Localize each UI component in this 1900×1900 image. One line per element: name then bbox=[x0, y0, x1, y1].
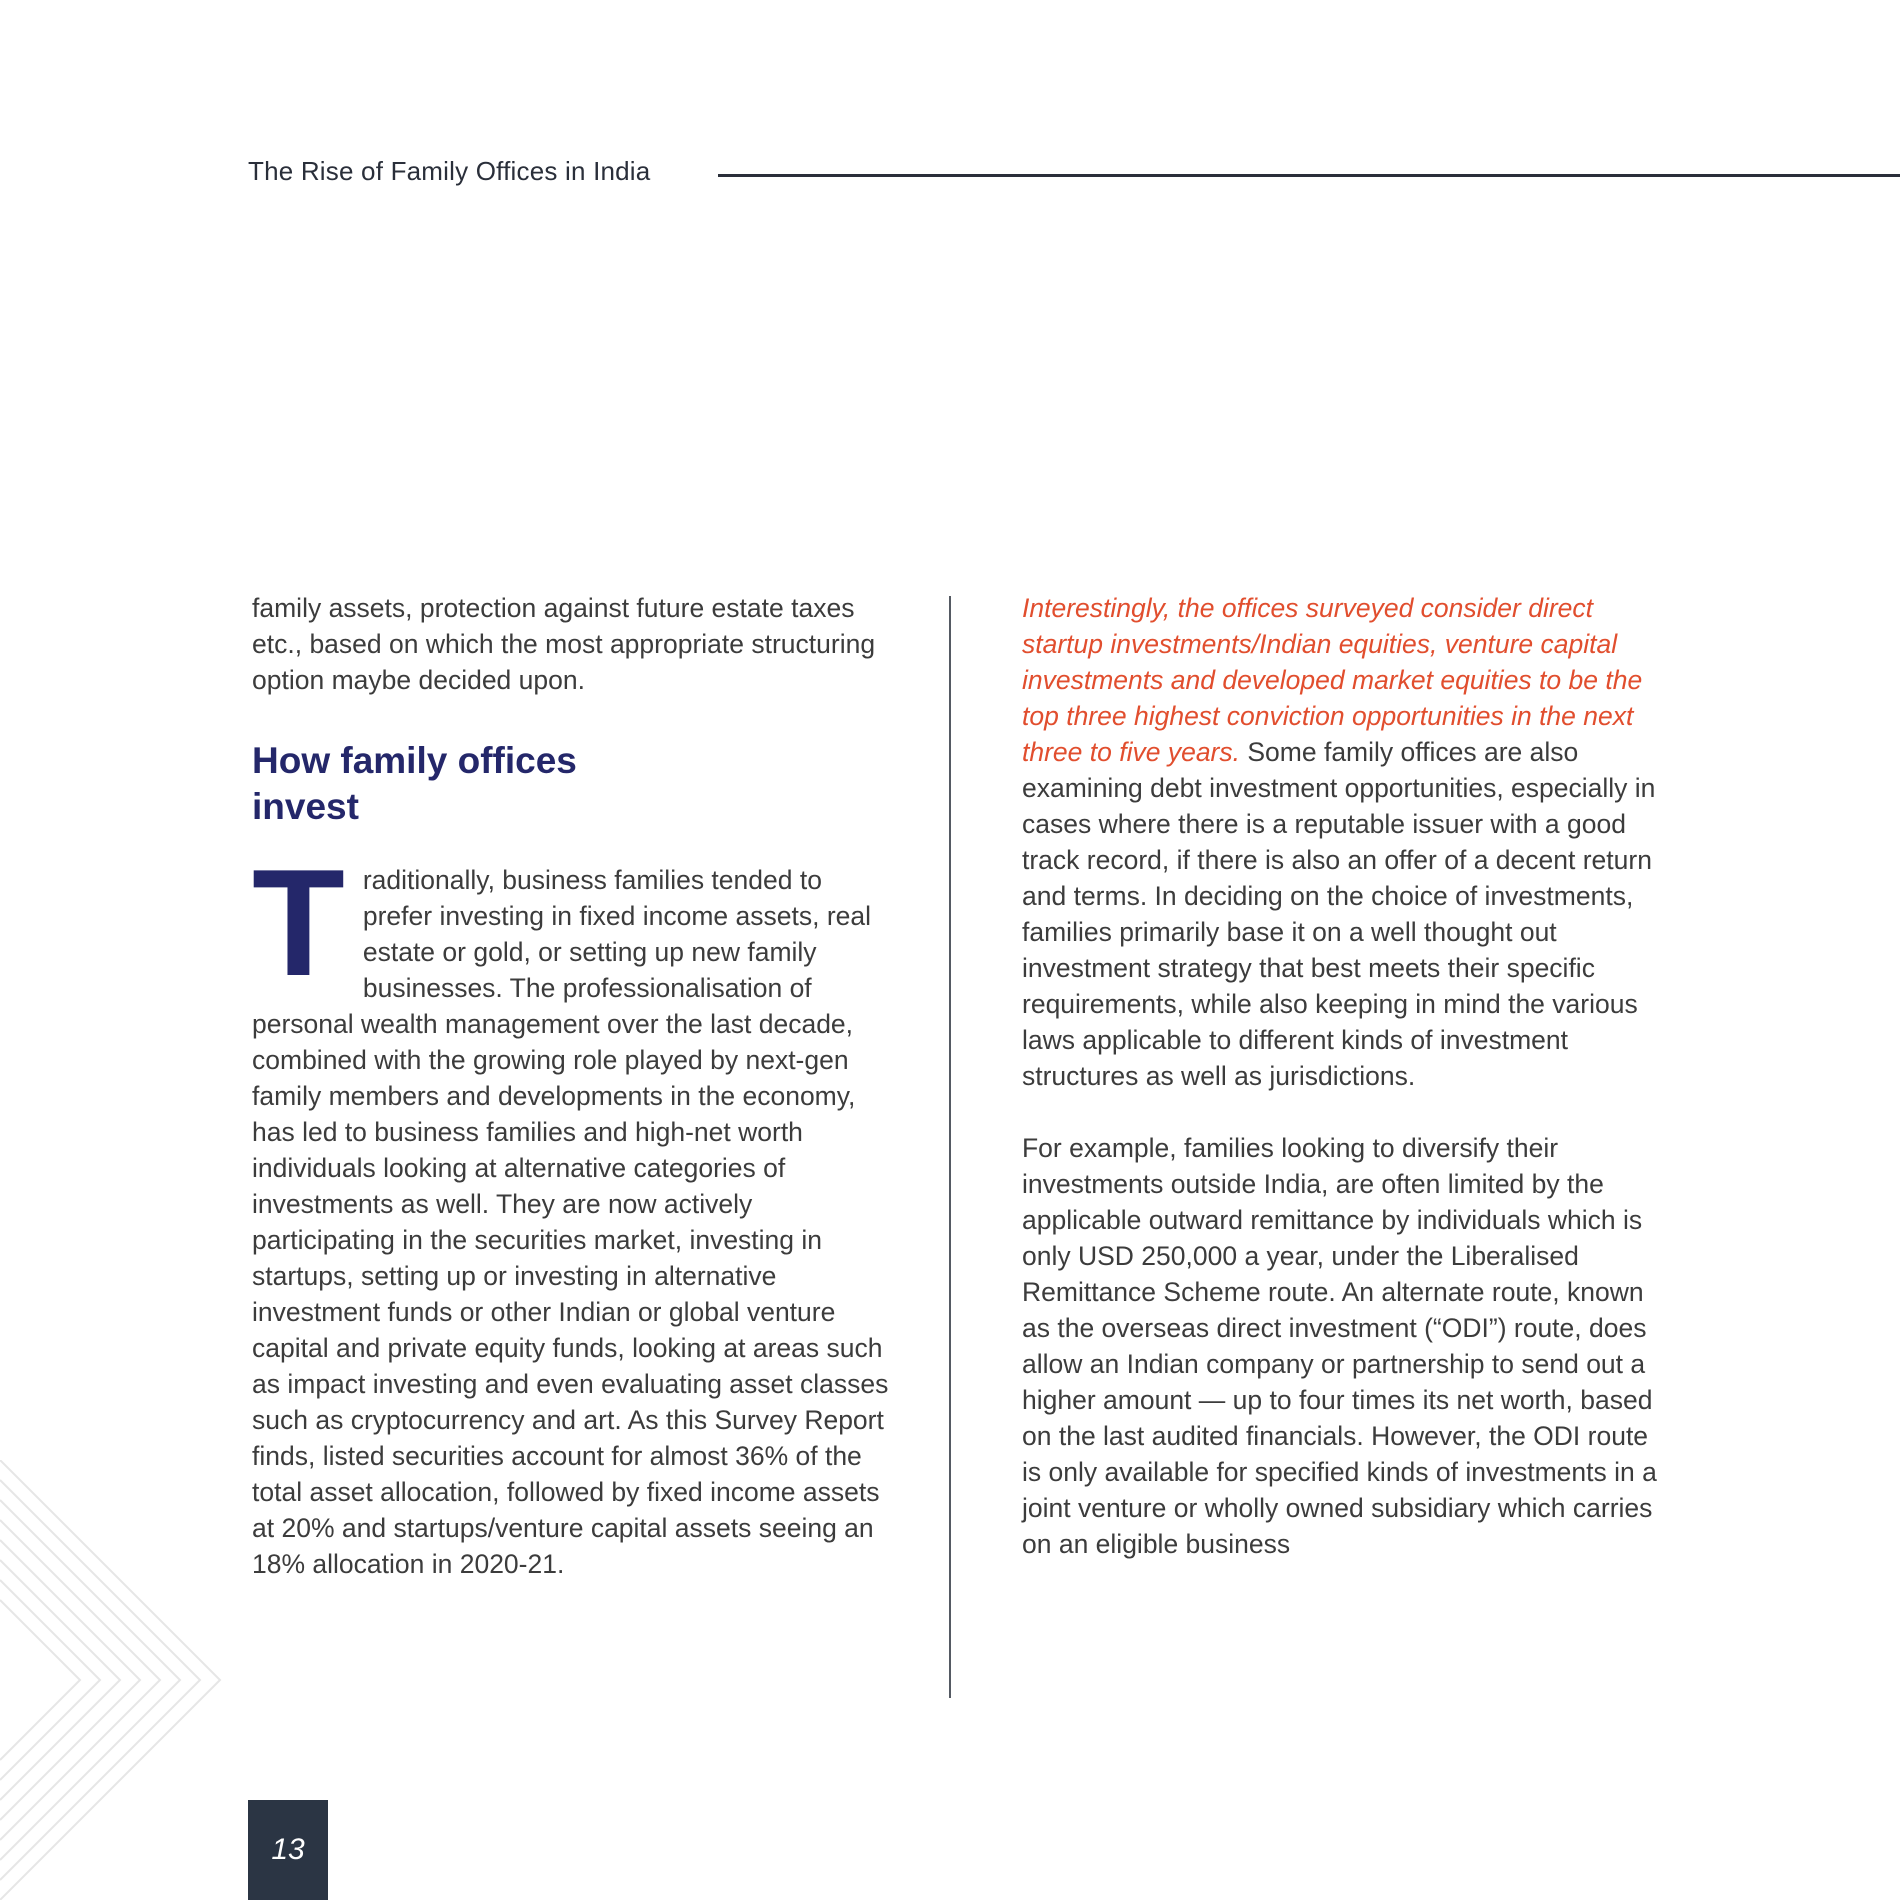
section-heading bbox=[252, 738, 892, 830]
right-paragraph-1-text: Some family offices are also examining debt investment opportunities, especially in cases where there is a reputable issuer with a good track record, if there is also an offer of a decent return and terms. In deciding on the choice of investments, families primarily base it on a well thought out investment strategy that best meets their specific requirements, while also keeping in mind the various laws applicable to different kinds of investment structures as well as jurisdictions. bbox=[1022, 737, 1656, 1091]
right-paragraph-1 bbox=[1022, 590, 1662, 1094]
page-number: 13 bbox=[271, 1833, 305, 1866]
left-column bbox=[252, 590, 892, 1582]
intro-paragraph: family assets, protection against future estate taxes etc., based on which the most appropriate structuring option maybe decided upon. bbox=[252, 593, 876, 695]
paragraph-gap bbox=[1022, 1094, 1662, 1130]
body-paragraph bbox=[252, 838, 892, 1582]
page-number-box bbox=[248, 1800, 328, 1900]
decorative-chevron-pattern bbox=[0, 1460, 230, 1900]
drop-cap: T bbox=[252, 838, 345, 1008]
section-heading-line1: How family offices bbox=[252, 740, 577, 781]
right-paragraph-2: For example, families looking to diversify their investments outside India, are often limited by the applicable outward remittance by individuals which is only USD 250,000 a year, under the Liberalised Remittance Scheme route. An alternate route, known as the overseas direct investment (“ODI”) route, does allow an Indian company or partnership to send out a higher amount — up to four times its net worth, based on the last audited financials. However, the ODI route is only available for specified kinds of investments in a joint venture or wholly owned subsidiary which carries on an eligible business bbox=[1022, 1133, 1657, 1559]
right-column bbox=[1022, 590, 1662, 1562]
header-rule bbox=[718, 174, 1900, 177]
section-heading-line2: invest bbox=[252, 786, 359, 827]
highlight-quote: Interestingly, the offices surveyed consider direct startup investments/Indian equities, venture capital investments and developed market equities to be the top three highest conviction opportunities in the next three to five years. bbox=[1022, 593, 1643, 767]
body-paragraph-text: raditionally, business families tended to prefer investing in fixed income assets, real estate or gold, or setting up new family businesses. The professionalisation of personal wealth management over the last decade, combined with the growing role played by next-gen family members and developments in the economy, has led to business families and high-net worth individuals looking at alternative categories of investments as well. They are now actively participating in the securities market, investing in startups, setting up or investing in alternative investment funds or other Indian or global venture capital and private equity funds, looking at areas such as impact investing and even evaluating asset classes such as cryptocurrency and art. As this Survey Report finds, listed securities account for almost 36% of the total asset allocation, followed by fixed income assets at 20% and startups/venture capital assets seeing an 18% allocation in 2020-21. bbox=[252, 865, 889, 1579]
column-divider bbox=[949, 596, 951, 1698]
running-header-title: The Rise of Family Offices in India bbox=[248, 156, 651, 186]
